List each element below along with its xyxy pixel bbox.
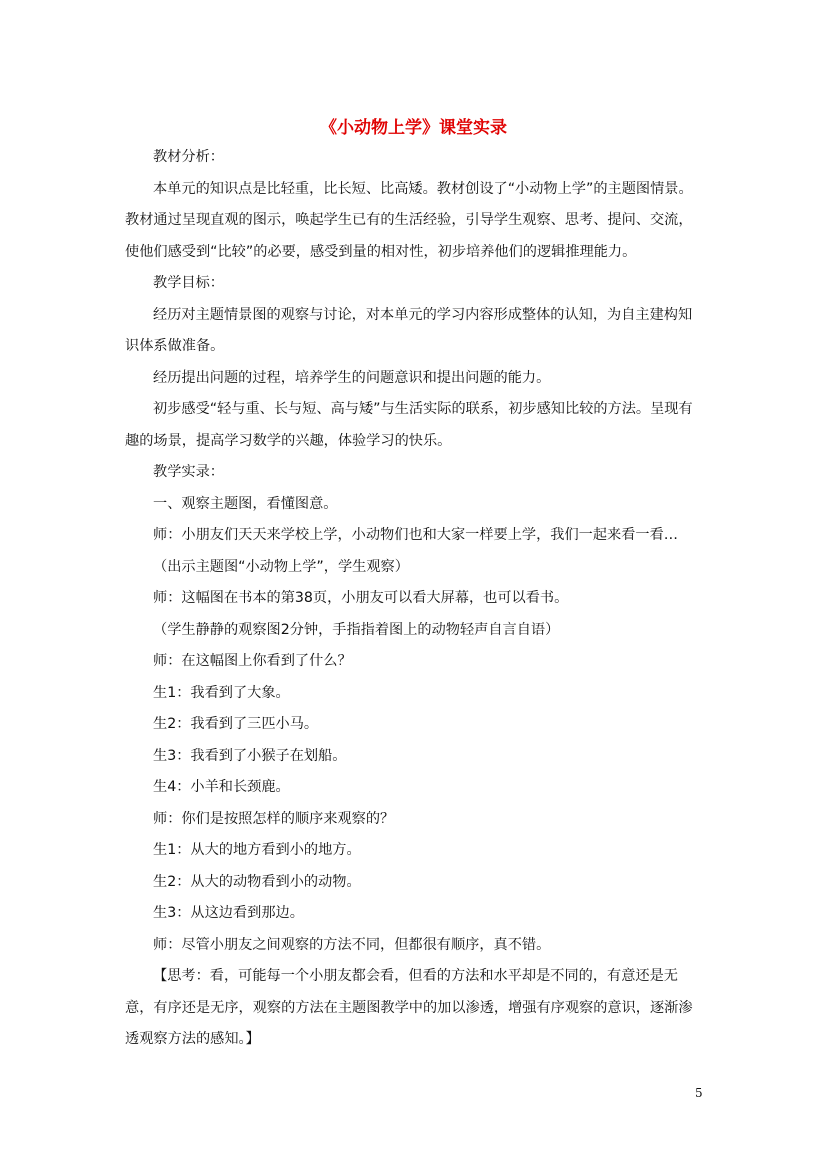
document-body bbox=[125, 142, 703, 1056]
paragraph: （出示主题图“小动物上学”，学生观察） bbox=[153, 558, 409, 575]
paragraph: 生1：我看到了大象。 bbox=[153, 684, 290, 701]
paragraph: 一、观察主题图，看懂图意。 bbox=[153, 495, 338, 512]
paragraph: 教学实录： bbox=[153, 464, 224, 480]
paragraph: （学生静静的观察图2分钟，手指指着图上的动物轻声自言自语） bbox=[153, 621, 560, 638]
paragraph: 师：这幅图在书本的第38页，小朋友可以看大屏幕，也可以看书。 bbox=[153, 590, 569, 606]
paragraph: 生2：我看到了三匹小马。 bbox=[153, 716, 319, 732]
paragraph: 初步感受“轻与重、长与短、高与矮”与生活实际的联系，初步感知比较的方法。呈现有趣的场景，提高学习数学的兴趣，体验学习的快乐。 bbox=[125, 401, 693, 449]
paragraph: 师：在这幅图上你看到了什么？ bbox=[153, 653, 352, 669]
paragraph: 生4：小羊和长颈鹿。 bbox=[153, 779, 290, 795]
paragraph: 经历提出问题的过程，培养学生的问题意识和提出问题的能力。 bbox=[153, 369, 551, 386]
paragraph: 生1：从大的地方看到小的地方。 bbox=[153, 842, 361, 858]
document-title: 《小动物上学》课堂实录 bbox=[320, 118, 507, 138]
paragraph: 生3：我看到了小猴子在划船。 bbox=[153, 747, 347, 764]
paragraph: 教学目标： bbox=[153, 275, 224, 291]
page-number: 5 bbox=[695, 1086, 703, 1100]
paragraph: 教材分析： bbox=[153, 149, 224, 165]
paragraph: 师：小朋友们天天来学校上学，小动物们也和大家一样要上学，我们一起来看一看… bbox=[153, 527, 678, 543]
paragraph: 师：你们是按照怎样的顺序来观察的？ bbox=[153, 810, 395, 827]
paragraph: 【思考：看，可能每一个小朋友都会看，但看的方法和水平却是不同的，有意还是无意，有序还是无序，观察的方法在主题图教学中的加以渗透，增强有序观察的意识，逐渐渗透观察方法的感知。】 bbox=[125, 968, 693, 1047]
paragraph: 经历对主题情景图的观察与讨论，对本单元的学习内容形成整体的认知，为自主建构知识体系做准备。 bbox=[125, 306, 693, 354]
paragraph: 生3：从这边看到那边。 bbox=[153, 905, 304, 921]
paragraph: 本单元的知识点是比轻重，比长短、比高矮。教材创设了“小动物上学”的主题图情景。教材通过呈现直观的图示，唤起学生已有的生活经验，引导学生观察、思考、提问、交流，使他们感受到“比较”的必要，感受到量的相对性，初步培养他们的逻辑推理能力。 bbox=[125, 180, 693, 260]
paragraph: 生2：从大的动物看到小的动物。 bbox=[153, 873, 361, 890]
paragraph: 师：尽管小朋友之间观察的方法不同，但都很有顺序，真不错。 bbox=[153, 936, 551, 953]
